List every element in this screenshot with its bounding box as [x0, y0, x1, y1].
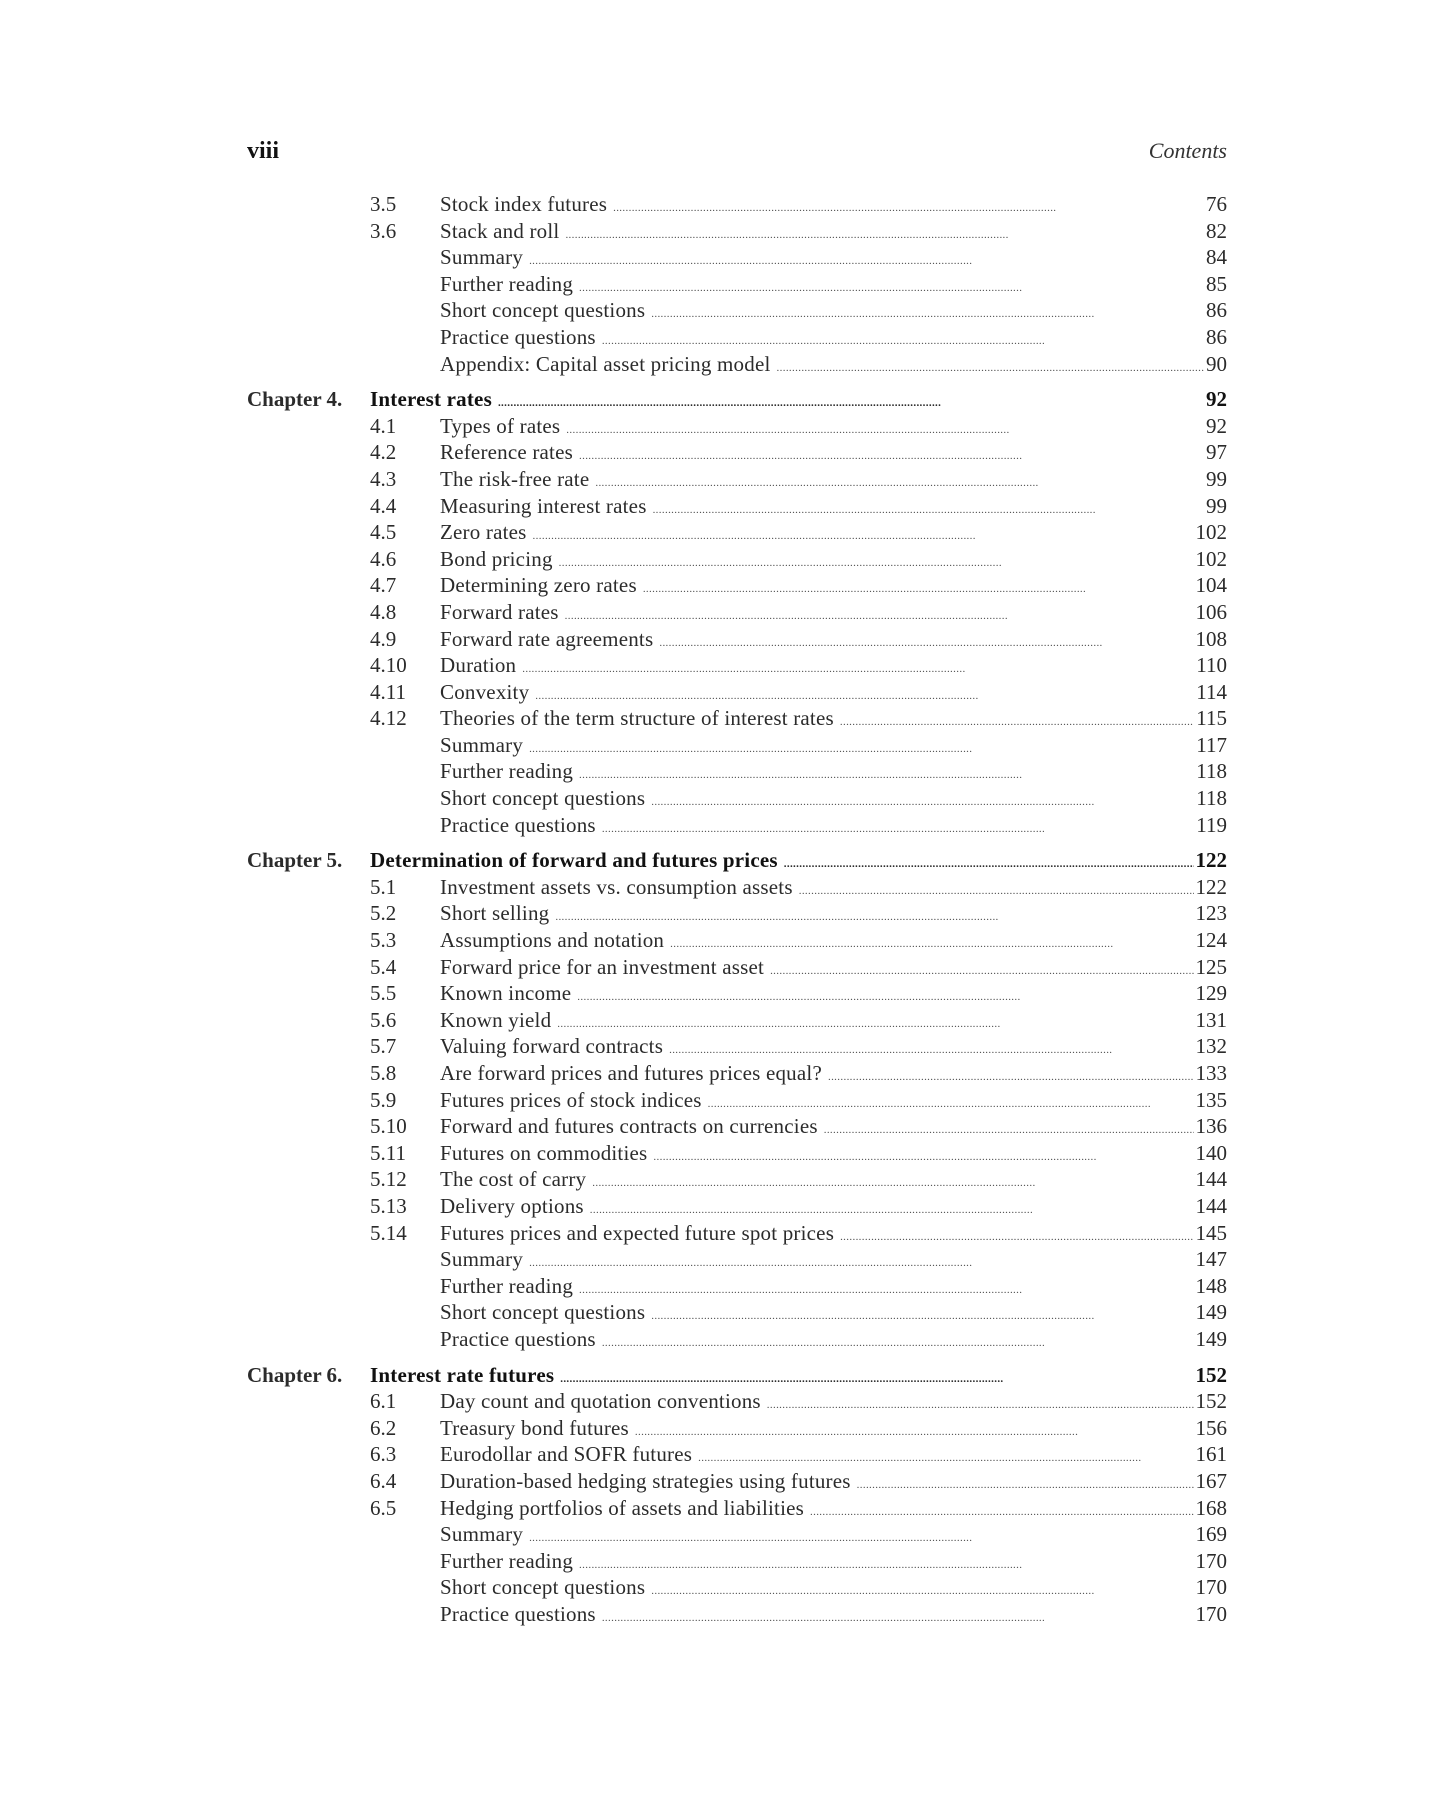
entry-leader-line: [440, 1601, 1227, 1632]
section-number: 5.11: [370, 1140, 406, 1165]
dot-leader: [602, 1601, 1194, 1632]
entry-title: Forward price for an investment asset: [440, 954, 765, 979]
entry-page-number: 86: [1206, 298, 1227, 323]
toc-section-entry[interactable]: [247, 874, 1227, 901]
entry-title: Practice questions: [440, 324, 596, 349]
entry-title: Forward rate agreements: [440, 626, 654, 651]
entry-page-number: 170: [1195, 1601, 1227, 1626]
entry-page-number: 118: [1196, 786, 1227, 811]
entry-page-number: 161: [1195, 1442, 1227, 1467]
entry-page-number: 108: [1195, 626, 1227, 651]
entry-page-number: 122: [1195, 848, 1227, 873]
entry-title: Convexity: [440, 679, 530, 704]
toc-section-entry[interactable]: [247, 439, 1227, 466]
toc-section-entry[interactable]: [247, 1326, 1227, 1353]
section-number: 6.2: [370, 1415, 397, 1440]
section-number: 5.9: [370, 1087, 397, 1112]
entry-page-number: 147: [1195, 1247, 1227, 1272]
toc-section-entry[interactable]: [247, 1087, 1227, 1114]
entry-title: Short concept questions: [440, 1575, 646, 1600]
toc-chapter-entry[interactable]: [247, 386, 1227, 413]
section-number: 5.13: [370, 1193, 407, 1218]
entry-title: Interest rate futures: [370, 1362, 555, 1387]
toc-section-entry[interactable]: [247, 954, 1227, 981]
section-number: 4.1: [370, 413, 397, 438]
chapter-label: Chapter 6.: [247, 1362, 343, 1387]
section-number: 3.6: [370, 218, 397, 243]
section-number: 5.8: [370, 1061, 397, 1085]
entry-title: Duration-based hedging strategies using futures: [440, 1468, 851, 1493]
toc-section-entry[interactable]: [247, 1441, 1227, 1468]
toc-section-entry[interactable]: [247, 191, 1227, 218]
toc-section-entry[interactable]: [247, 1521, 1227, 1548]
toc-chapter-entry[interactable]: [247, 847, 1227, 874]
toc-section-entry[interactable]: [247, 1113, 1227, 1140]
toc-section-entry[interactable]: [247, 1193, 1227, 1220]
toc-section-entry[interactable]: [247, 927, 1227, 954]
entry-title: Types of rates: [440, 413, 561, 438]
entry-title: Further reading: [440, 1548, 574, 1573]
dot-leader: [777, 351, 1204, 382]
entry-page-number: 114: [1196, 679, 1227, 704]
toc-section-entry[interactable]: [247, 572, 1227, 599]
entry-page-number: 102: [1195, 546, 1227, 571]
section-number: 6.1: [370, 1389, 397, 1414]
entry-page-number: 123: [1195, 901, 1227, 926]
section-number: 5.12: [370, 1167, 407, 1192]
entry-title: Practice questions: [440, 1326, 596, 1351]
entry-page-number: 144: [1195, 1167, 1227, 1192]
toc-section-entry[interactable]: [247, 1299, 1227, 1326]
toc-section-entry[interactable]: [247, 652, 1227, 679]
entry-title: The cost of carry: [440, 1167, 587, 1192]
entry-page-number: 149: [1195, 1326, 1227, 1351]
toc-section-entry[interactable]: [247, 493, 1227, 520]
entry-title: Eurodollar and SOFR futures: [440, 1442, 693, 1467]
entry-page-number: 145: [1195, 1220, 1227, 1245]
entry-page-number: 125: [1195, 954, 1227, 979]
entry-title: Further reading: [440, 759, 574, 784]
entry-page-number: 152: [1195, 1362, 1227, 1387]
page-header: [247, 138, 1227, 168]
entry-leader-line: [440, 1326, 1227, 1357]
entry-page-number: 140: [1195, 1140, 1227, 1165]
toc-section-entry[interactable]: [247, 626, 1227, 653]
toc-section-entry[interactable]: [247, 546, 1227, 573]
entry-page-number: 170: [1195, 1548, 1227, 1573]
entry-title: Forward rates: [440, 599, 559, 624]
toc-section-entry[interactable]: [247, 812, 1227, 839]
entry-page-number: 168: [1195, 1495, 1227, 1520]
section-number: 4.8: [370, 599, 397, 624]
toc-section-entry[interactable]: [247, 1601, 1227, 1628]
toc-section-entry[interactable]: [247, 413, 1227, 440]
table-of-contents: [247, 191, 1227, 1627]
entry-title: Theories of the term structure of interest rates: [440, 706, 834, 731]
toc-section-entry[interactable]: [247, 599, 1227, 626]
toc-section-entry[interactable]: [247, 466, 1227, 493]
page-number: viii: [247, 138, 280, 164]
section-number: 4.9: [370, 626, 397, 651]
section-number: 5.10: [370, 1114, 407, 1139]
toc-section-entry[interactable]: [247, 679, 1227, 706]
section-number: 4.10: [370, 653, 407, 678]
entry-page-number: 85: [1206, 271, 1227, 296]
entry-title: Summary: [440, 732, 524, 757]
entry-title: Are forward prices and futures prices equal?: [440, 1061, 822, 1085]
section-number: 5.14: [370, 1220, 407, 1245]
section-number: 4.4: [370, 493, 397, 518]
entry-title: Assumptions and notation: [440, 928, 665, 953]
entry-title: Short concept questions: [440, 786, 646, 811]
chapter-label: Chapter 5.: [247, 848, 343, 873]
toc-section-entry[interactable]: [247, 1007, 1227, 1034]
entry-title: Appendix: Capital asset pricing model: [440, 351, 771, 376]
entry-page-number: 99: [1206, 466, 1227, 491]
entry-title: Summary: [440, 1522, 524, 1547]
toc-section-entry[interactable]: [247, 758, 1227, 785]
entry-title: Investment assets vs. consumption assets: [440, 874, 793, 899]
dot-leader: [602, 1326, 1194, 1357]
toc-section-entry[interactable]: [247, 297, 1227, 324]
entry-title: Determination of forward and futures prices: [370, 848, 778, 873]
section-number: 4.7: [370, 573, 397, 598]
entry-page-number: 110: [1196, 653, 1227, 678]
entry-page-number: 97: [1206, 440, 1227, 465]
section-number: 5.4: [370, 954, 397, 979]
entry-title: Short selling: [440, 901, 550, 926]
toc-section-entry[interactable]: [247, 1495, 1227, 1522]
entry-page-number: 117: [1196, 732, 1227, 757]
entry-title: Day count and quotation conventions: [440, 1389, 761, 1414]
section-number: 5.2: [370, 901, 397, 926]
section-number: 3.5: [370, 192, 397, 216]
entry-page-number: 167: [1195, 1468, 1227, 1493]
entry-page-number: 102: [1195, 520, 1227, 545]
toc-section-entry[interactable]: [247, 900, 1227, 927]
entry-page-number: 124: [1195, 928, 1227, 953]
entry-title: Practice questions: [440, 812, 596, 837]
entry-page-number: 136: [1195, 1114, 1227, 1139]
section-number: 5.6: [370, 1007, 397, 1032]
entry-page-number: 132: [1195, 1034, 1227, 1059]
entry-page-number: 148: [1195, 1273, 1227, 1298]
entry-page-number: 156: [1195, 1415, 1227, 1440]
entry-title: Known yield: [440, 1007, 552, 1032]
entry-title: Short concept questions: [440, 298, 646, 323]
entry-page-number: 149: [1195, 1300, 1227, 1325]
entry-page-number: 90: [1206, 351, 1227, 376]
entry-title: Futures prices and expected future spot prices: [440, 1220, 835, 1245]
section-number: 5.5: [370, 981, 397, 1006]
toc-section-entry[interactable]: [247, 1166, 1227, 1193]
toc-section-entry[interactable]: [247, 519, 1227, 546]
toc-section-entry[interactable]: [247, 1246, 1227, 1273]
entry-page-number: 86: [1206, 324, 1227, 349]
entry-leader-line: [440, 812, 1227, 843]
toc-section-entry[interactable]: [247, 324, 1227, 351]
section-number: 5.7: [370, 1034, 397, 1059]
entry-page-number: 84: [1206, 245, 1227, 270]
toc-section-entry[interactable]: [247, 732, 1227, 759]
dot-leader: [602, 812, 1194, 843]
entry-page-number: 99: [1206, 493, 1227, 518]
entry-page-number: 76: [1206, 192, 1227, 216]
toc-section-entry[interactable]: [247, 1388, 1227, 1415]
toc-section-entry[interactable]: [247, 705, 1227, 732]
entry-page-number: 135: [1195, 1087, 1227, 1112]
section-number: 6.5: [370, 1495, 397, 1520]
toc-section-entry[interactable]: [247, 218, 1227, 245]
entry-title: The risk-free rate: [440, 466, 590, 491]
toc-section-entry[interactable]: [247, 1273, 1227, 1300]
entry-title: Hedging portfolios of assets and liabilities: [440, 1495, 804, 1520]
entry-title: Determining zero rates: [440, 573, 637, 598]
toc-section-entry[interactable]: [247, 785, 1227, 812]
entry-title: Duration: [440, 653, 517, 678]
entry-title: Zero rates: [440, 520, 527, 545]
entry-page-number: 82: [1206, 218, 1227, 243]
entry-title: Measuring interest rates: [440, 493, 647, 518]
entry-title: Short concept questions: [440, 1300, 646, 1325]
entry-page-number: 131: [1195, 1007, 1227, 1032]
entry-page-number: 104: [1195, 573, 1227, 598]
entry-title: Futures prices of stock indices: [440, 1087, 702, 1112]
entry-title: Known income: [440, 981, 572, 1006]
entry-page-number: 118: [1196, 759, 1227, 784]
toc-chapter-entry[interactable]: [247, 1362, 1227, 1389]
entry-page-number: 152: [1195, 1389, 1227, 1414]
section-number: 5.3: [370, 928, 397, 953]
entry-title: Forward and futures contracts on currencies: [440, 1114, 818, 1139]
entry-page-number: 119: [1196, 812, 1227, 837]
entry-title: Valuing forward contracts: [440, 1034, 664, 1059]
toc-section-entry[interactable]: [247, 244, 1227, 271]
running-title: Contents: [1148, 138, 1227, 163]
entry-title: Summary: [440, 245, 524, 270]
entry-title: Delivery options: [440, 1193, 584, 1218]
entry-title: Practice questions: [440, 1601, 596, 1626]
entry-page-number: 122: [1195, 874, 1227, 899]
entry-leader-line: [440, 351, 1227, 382]
toc-section-entry[interactable]: [247, 1220, 1227, 1247]
toc-section-entry[interactable]: [247, 1468, 1227, 1495]
entry-title: Further reading: [440, 1273, 574, 1298]
chapter-label: Chapter 4.: [247, 387, 343, 412]
section-number: 4.11: [370, 679, 406, 704]
entry-page-number: 92: [1206, 413, 1227, 438]
section-number: 5.1: [370, 874, 397, 899]
entry-title: Further reading: [440, 271, 574, 296]
entry-page-number: 144: [1195, 1193, 1227, 1218]
section-number: 6.4: [370, 1468, 397, 1493]
entry-title: Treasury bond futures: [440, 1415, 629, 1440]
section-number: 4.5: [370, 520, 397, 545]
entry-title: Stack and roll: [440, 218, 560, 243]
entry-page-number: 92: [1206, 387, 1227, 412]
entry-page-number: 169: [1195, 1522, 1227, 1547]
toc-section-entry[interactable]: [247, 1415, 1227, 1442]
section-number: 4.12: [370, 706, 407, 731]
toc-section-entry[interactable]: [247, 1574, 1227, 1601]
entry-page-number: 115: [1196, 706, 1227, 731]
section-number: 4.2: [370, 440, 397, 465]
entry-title: Bond pricing: [440, 546, 553, 571]
toc-section-entry[interactable]: [247, 1033, 1227, 1060]
toc-section-entry[interactable]: [247, 1548, 1227, 1575]
section-number: 4.3: [370, 466, 397, 491]
entry-title: Futures on commodities: [440, 1140, 648, 1165]
toc-section-entry[interactable]: [247, 1140, 1227, 1167]
entry-page-number: 129: [1195, 981, 1227, 1006]
section-number: 4.6: [370, 546, 397, 571]
toc-section-entry[interactable]: [247, 1060, 1227, 1087]
entry-title: Interest rates: [370, 387, 492, 412]
entry-page-number: 133: [1195, 1061, 1227, 1085]
toc-section-entry[interactable]: [247, 271, 1227, 298]
entry-title: Stock index futures: [440, 192, 608, 216]
toc-section-entry[interactable]: [247, 351, 1227, 378]
entry-title: Summary: [440, 1247, 524, 1272]
toc-section-entry[interactable]: [247, 980, 1227, 1007]
entry-page-number: 106: [1195, 599, 1227, 624]
entry-page-number: 170: [1195, 1575, 1227, 1600]
section-number: 6.3: [370, 1442, 397, 1467]
entry-title: Reference rates: [440, 440, 573, 465]
